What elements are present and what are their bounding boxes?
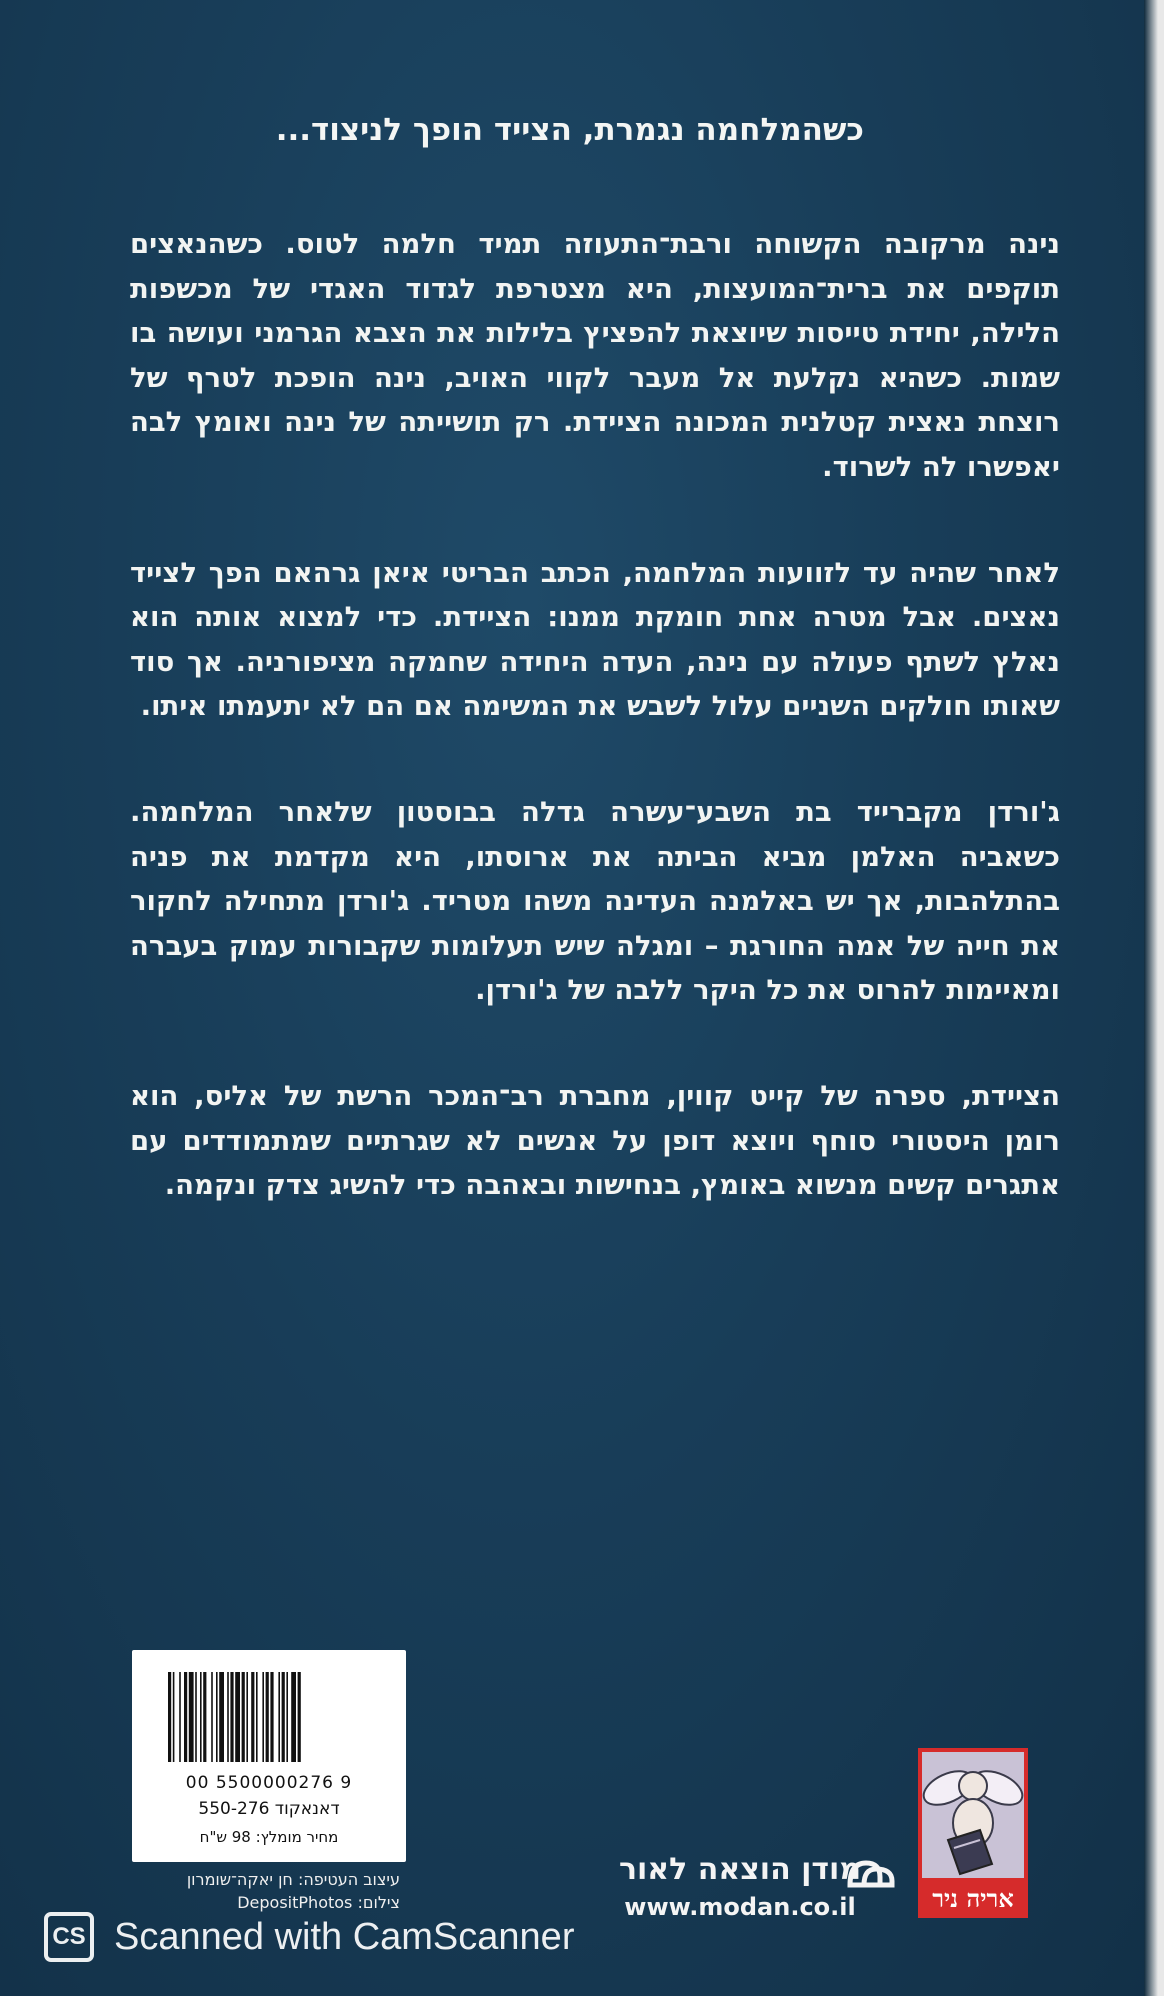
barcode-bar <box>291 1672 296 1762</box>
barcode-bar <box>251 1672 254 1762</box>
watermark-text: Scanned with CamScanner <box>114 1916 575 1958</box>
barcode-bar <box>195 1672 197 1762</box>
closing-text-3: , הוא רומן היסטורי סוחף ויוצא דופן על אנשים לא שגרתיים שמתמודדים עם אתגרים קשים מנשוא באומץ, בנחישות ובאהבה כדי להשיג צדק ונקמה. <box>130 1079 1060 1202</box>
barcode-bar <box>282 1672 285 1762</box>
barcode-bar <box>219 1672 224 1762</box>
barcode-bar <box>298 1672 301 1762</box>
blurb <box>130 222 1060 1208</box>
barcode-bar <box>173 1672 175 1762</box>
barcode-bar <box>270 1672 273 1762</box>
barcode-bar <box>286 1672 288 1762</box>
barcode-bar <box>189 1672 194 1762</box>
book-title: הציידת <box>972 1079 1060 1112</box>
camscanner-icon: CS <box>44 1912 94 1962</box>
barcode-bar <box>216 1672 218 1762</box>
barcode-bar <box>179 1672 181 1762</box>
closing-text-1: , ספרה של <box>804 1079 972 1112</box>
barcode-bar <box>203 1672 206 1762</box>
other-book-title: הרשת של אליס <box>204 1079 413 1112</box>
blurb-paragraph-ian: לאחר שהיה עד לזוועות המלחמה, הכתב הבריטי איאן גרהאם הפך לצייד נאצים. אבל מטרה אחת חומקת ממנו: הציידת. כדי למצוא אותה הוא נאלץ לשתף פעולה עם נינה, העדה היחידה שחמקה מציפורניה. אך סוד שאותו חולקים השניים עלול לשבש את המשימה אם הם לא יתעמתו איתו. <box>130 556 1060 723</box>
blurb-paragraph-jordan: ג'ורדן מקברייד בת השבע־עשרה גדלה בבוסטון שלאחר המלחמה. כשאביה האלמן מביא הביתה את ארוסתו, היא מקדמת את פניה בהתלהבות, אך יש באלמנה העדינה משהו מטריד. ג'ורדן מתחילה לחקור את חייה של אמה החורגת – ומגלה שיש תעלומות שקבורות עמוק בעברה ומאיימות להרוס את כל היקר ללבה של ג'ורדן. <box>130 795 1060 1007</box>
recommended-price: מחיר מומלץ: 98 ש"ח <box>199 1828 339 1846</box>
barcode-bar <box>278 1672 280 1762</box>
barcode-bar <box>211 1672 213 1762</box>
barcode-number: 00 5500000276 9 <box>185 1773 353 1793</box>
barcode-bar <box>168 1672 171 1762</box>
publisher-name: מודן הוצאה לאור <box>618 1852 862 1887</box>
barcode-bar <box>256 1672 258 1762</box>
page-edge <box>1144 0 1164 1996</box>
blurb-paragraph-closing <box>130 1074 1060 1208</box>
publisher-url: www.modan.co.il <box>624 1893 856 1921</box>
barcode-bar <box>230 1672 233 1762</box>
barcode-bar <box>200 1672 202 1762</box>
design-credit: עיצוב העטיפה: חן יאקה־שומרון <box>186 1870 400 1889</box>
closing-text-2: , מחברת רב־המכר <box>412 1079 677 1112</box>
barcode-bar <box>262 1672 264 1762</box>
camscanner-watermark <box>44 1908 644 1966</box>
blurb-paragraph-nina: נינה מרקובה הקשוחה ורבת־התעוזה תמיד חלמה לטוס. כשהנאצים תוקפים את ברית־המועצות, היא מצטרפת לגדוד האגדי של מכשפות הלילה, יחידת טייסות שיוצאת להפציץ בלילות את הצבא הגרמני ועושה בו שמות. כשהיא נקלעת אל מעבר לקווי האויב, נינה הופכת לטרף של רוצחת נאצית קטלנית המכונה הציידת. רק תושייתה של נינה ואומץ לבה יאפשרו לה לשרוד. <box>130 228 1060 483</box>
tagline: כשהמלחמה נגמרת, הצייד הופך לניצוד... <box>275 112 864 148</box>
barcode-bar <box>227 1672 229 1762</box>
photo-credit: צילום: DepositPhotos <box>237 1893 400 1912</box>
barcode-bar <box>242 1672 245 1762</box>
barcode-bar <box>184 1672 187 1762</box>
barcode-bar <box>266 1672 269 1762</box>
barcode-label <box>132 1650 406 1862</box>
author-name: קייט קווין <box>676 1079 805 1112</box>
danacode: דאנאקוד 550-276 <box>198 1799 340 1819</box>
imprint-name: אריה ניר <box>932 1884 1014 1913</box>
barcode-bar <box>246 1672 248 1762</box>
barcode-bar <box>235 1672 240 1762</box>
barcode-bars <box>168 1672 368 1762</box>
